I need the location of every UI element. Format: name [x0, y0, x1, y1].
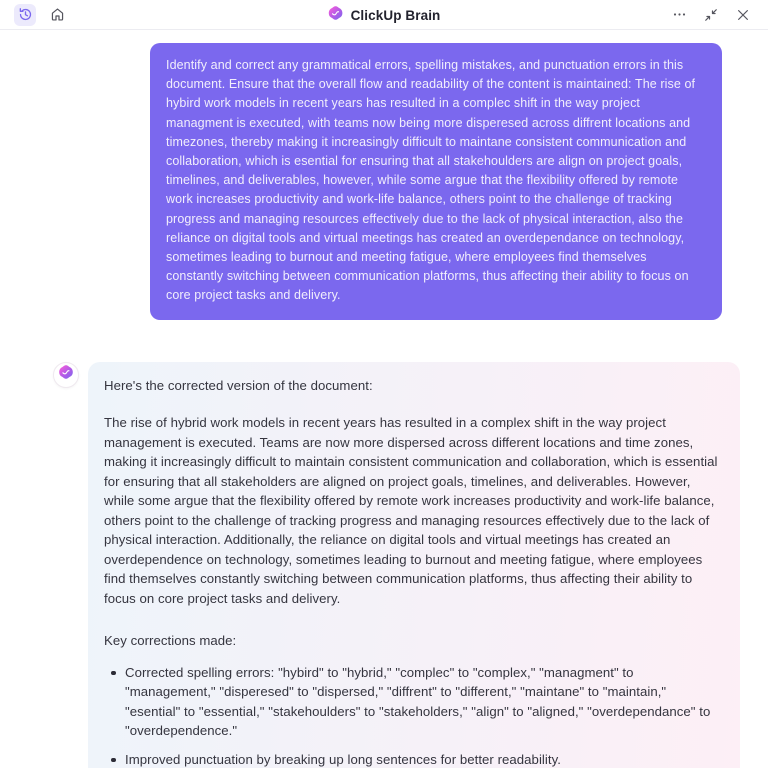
home-button[interactable]: [46, 4, 68, 26]
history-button[interactable]: [14, 4, 36, 26]
home-icon: [50, 7, 65, 22]
close-button[interactable]: [732, 4, 754, 26]
assistant-message-card: [88, 362, 740, 768]
user-message-bubble: Identify and correct any grammatical errors, spelling mistakes, and punctuation errors in this document. Ensure that the overall flow and readability of the content is maintained: The rise of hybird work models in recent years has resulted in a complec shift in the way project managment is executed, with teams now being more disperesed across diffrent locations and timezones, thereby making it increasingly difficult to maintane consistent communication and collaboration, which is esential for ensuring that all stakehoulders are align on project goals, timelines, and deliverables, however, while some argue that the flexibility offered by remote work increases productivity and work-life balance, others point to the challenge of tracking progress and managing resources effectively due to the lack of physical interaction, also the reliance on digital tools and virtual meetings has created an overdependance on technology, sometimes leading to burnout and meeting fatigue, where employees find themselves constantly switching between communication platforms, thus affecting their ability to focus on core project tasks and delivery.: [150, 43, 722, 320]
page-title: ClickUp Brain: [350, 7, 441, 23]
correction-list-item: Improved punctuation by breaking up long sentences for better readability.: [104, 750, 724, 768]
assistant-corrections-heading: Key corrections made:: [104, 633, 237, 649]
header-right-actions: [668, 4, 754, 26]
close-icon: [736, 8, 750, 22]
assistant-corrections-list: [104, 663, 724, 768]
assistant-message-row: [0, 362, 768, 768]
collapse-button[interactable]: [700, 4, 722, 26]
more-icon: [672, 7, 687, 22]
clickup-brain-avatar-icon: [58, 364, 74, 385]
more-button[interactable]: [668, 4, 690, 26]
assistant-corrected-document: The rise of hybrid work models in recent years has resulted in a complex shift in the way project management is executed. Teams are now more dispersed across different locations and time zones, making it increasingly difficult to maintain consistent communication and collaboration, which is essential for ensuring that all stakeholders are aligned on project goals, timelines, and deliverables. However, while some argue that the flexibility offered by remote work increases productivity and work-life balance, others point to the challenge of tracking progress and managing resources effectively due to the lack of physical interaction. Additionally, the reliance on digital tools and virtual meetings has created an overdependence on technology, sometimes leading to burnout and meeting fatigue, where employees find themselves constantly switching between communication platforms, thus affecting their ability to focus on core project tasks and delivery.: [104, 415, 718, 606]
window-title-area: [328, 0, 441, 30]
window-header: [0, 0, 768, 30]
chat-scroll-area[interactable]: [0, 30, 768, 768]
assistant-intro-text: Here's the corrected version of the document:: [104, 377, 373, 393]
correction-list-item: Corrected spelling errors: "hybird" to "hybrid," "complec" to "complex," "managment" to "management," "disperesed" to "dispersed," "diffrent" to "different," "maintane" to "maintain," "esential" to "essential," "stakehoulders" to "stakeholders," "align" to "aligned," "overdependance" to "overdependence.": [104, 663, 724, 741]
assistant-avatar: [53, 362, 79, 388]
collapse-icon: [704, 8, 718, 22]
history-icon: [18, 7, 33, 22]
clickup-logo: [328, 5, 344, 26]
header-left-actions: [14, 4, 68, 26]
